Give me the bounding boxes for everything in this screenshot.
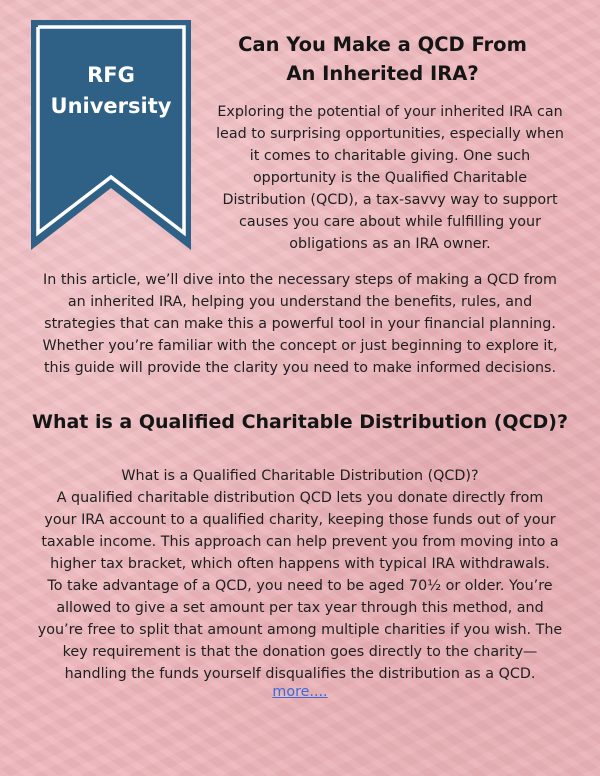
intro-paragraph	[200, 101, 580, 255]
body-line: you’re free to split that amount among multiple charities if you wish. The	[37, 622, 563, 638]
article-line: In this article, we’ll dive into the necessary steps of making a QCD from	[43, 272, 557, 288]
article-line: Whether you’re familiar with the concept or just beginning to explore it,	[42, 338, 558, 354]
intro-line: lead to surprising opportunities, especially when	[216, 126, 564, 142]
title-line-1: Can You Make a QCD From	[238, 33, 527, 56]
body-line: What is a Qualified Charitable Distribution (QCD)?	[121, 468, 479, 484]
banner-label	[31, 60, 191, 122]
article-line: an inherited IRA, helping you understand the benefits, rules, and	[67, 294, 533, 310]
intro-line: opportunity is the Qualified Charitable	[252, 170, 528, 186]
more-link-container	[0, 681, 600, 703]
body-line: allowed to give a set amount per tax year through this method, and	[56, 600, 544, 616]
banner-ribbon	[31, 20, 191, 250]
article-line: strategies that can make this a powerful tool in your financial planning.	[44, 316, 556, 332]
banner-line-1: RFG	[87, 63, 135, 87]
body-line: higher tax bracket, which often happens with typical IRA withdrawals.	[50, 556, 550, 572]
article-paragraph	[20, 269, 580, 379]
intro-line: Distribution (QCD), a tax-savvy way to support	[222, 192, 558, 208]
title-line-2: An Inherited IRA?	[286, 62, 479, 85]
intro-line: Exploring the potential of your inherited IRA can	[217, 104, 563, 120]
body-line: A qualified charitable distribution QCD lets you donate directly from	[56, 490, 544, 506]
intro-line: causes you care about while fulfilling your	[239, 214, 541, 230]
more-link[interactable]: more....	[272, 684, 328, 700]
banner-shape	[31, 20, 191, 250]
body-line: To take advantage of a QCD, you need to be aged 70½ or older. You’re	[47, 578, 553, 594]
page-title	[200, 30, 565, 88]
article-line: this guide will provide the clarity you need to make informed decisions.	[43, 360, 557, 376]
body-line: your IRA account to a qualified charity, keeping those funds out of your	[44, 512, 556, 528]
banner-line-2: University	[50, 94, 172, 118]
intro-line: obligations as an IRA owner.	[289, 236, 491, 252]
section-heading: What is a Qualified Charitable Distribution (QCD)?	[31, 411, 568, 433]
body-paragraph	[20, 465, 580, 685]
body-line: handling the funds yourself disqualifies the distribution as a QCD.	[64, 666, 536, 682]
body-line: taxable income. This approach can help prevent you from moving into a	[41, 534, 559, 550]
body-line: key requirement is that the donation goes directly to the charity—	[62, 644, 538, 660]
intro-line: it comes to charitable giving. One such	[249, 148, 531, 164]
